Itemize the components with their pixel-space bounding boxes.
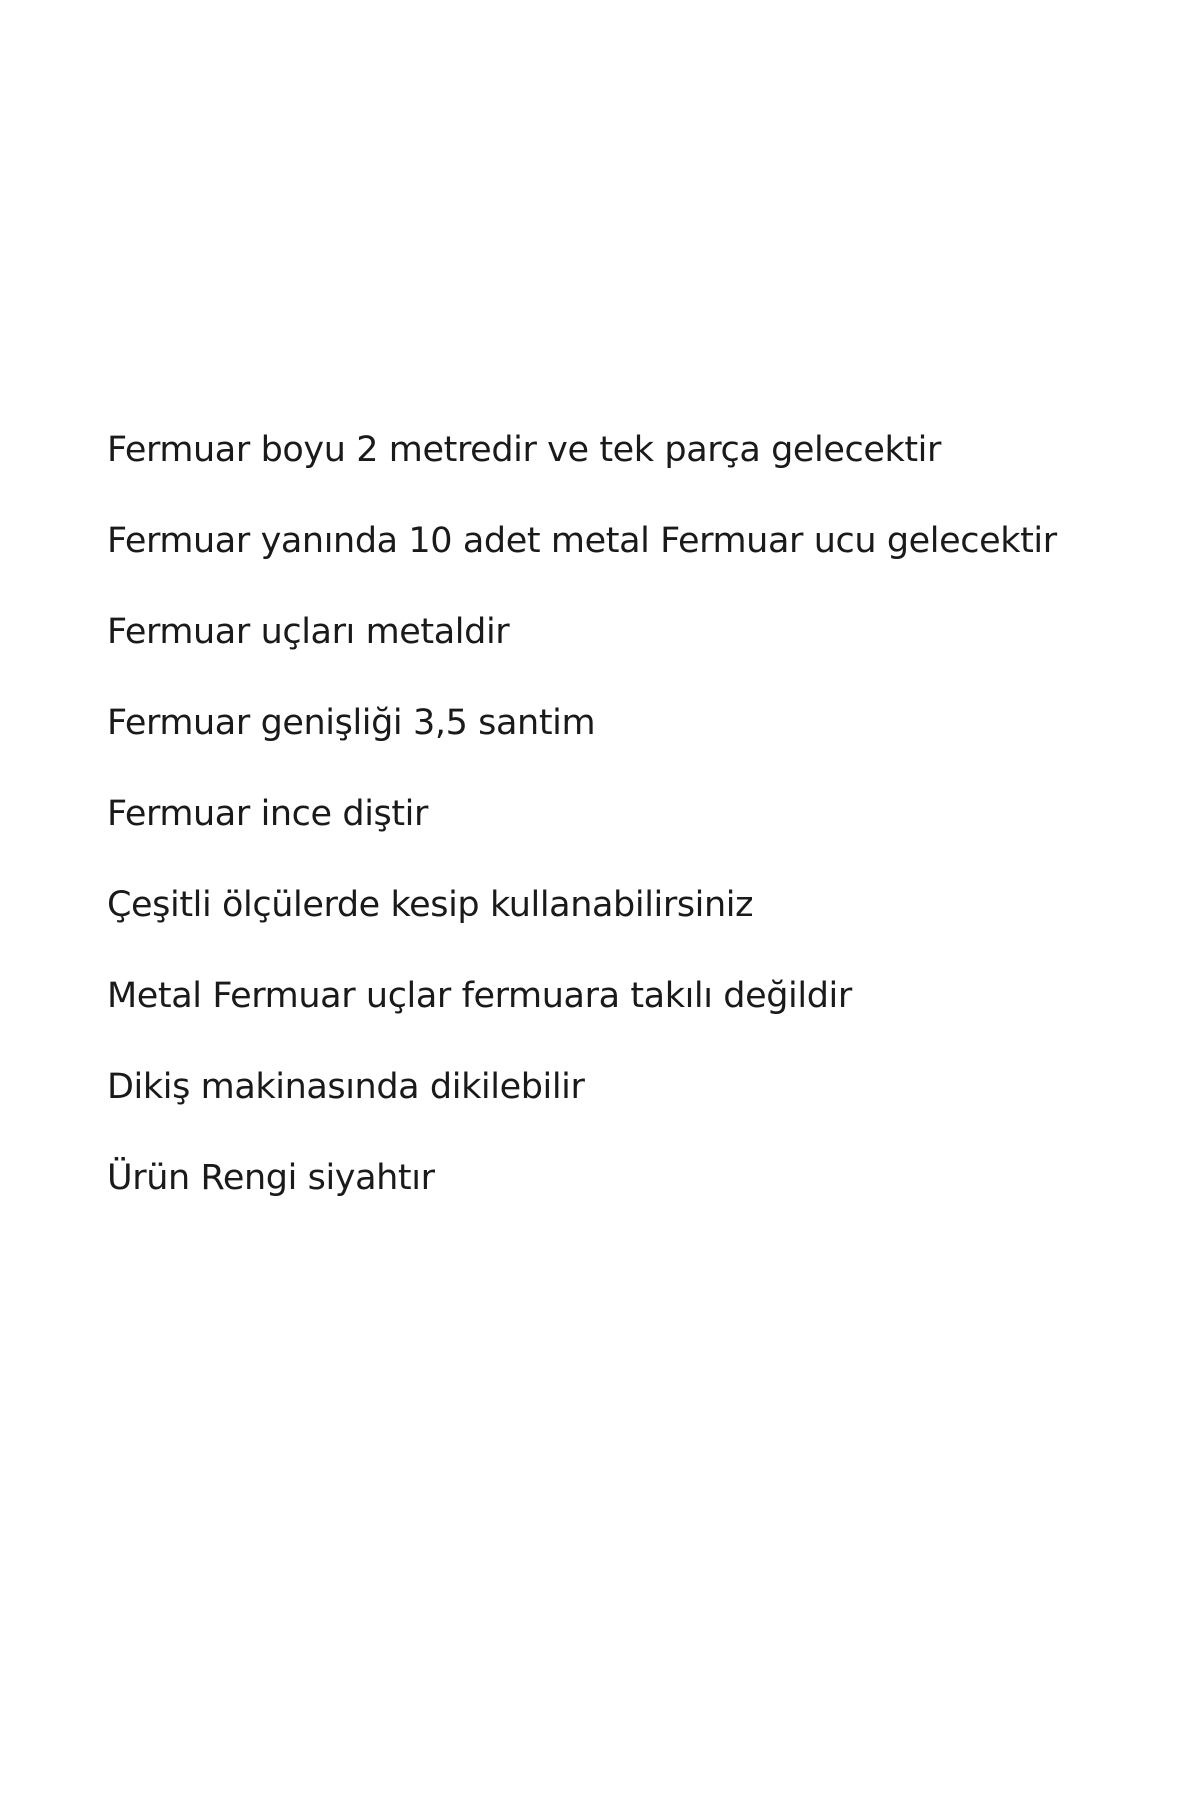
product-feature-list (107, 405, 1057, 1224)
feature-line-width: Fermuar genişliği 3,5 santim (107, 703, 596, 743)
feature-line-length: Fermuar boyu 2 metredir ve tek parça gelecektir (107, 430, 941, 470)
feature-line-color: Ürün Rengi siyahtır (107, 1158, 435, 1198)
feature-line-tips-not-attached: Metal Fermuar uçlar fermuara takılı değildir (107, 976, 852, 1016)
feature-line-included-tips: Fermuar yanında 10 adet metal Fermuar ucu gelecektir (107, 521, 1057, 561)
feature-line-cut-to-size: Çeşitli ölçülerde kesip kullanabilirsiniz (107, 885, 754, 925)
feature-line-tip-material: Fermuar uçları metaldir (107, 612, 510, 652)
feature-line-sewing-machine: Dikiş makinasında dikilebilir (107, 1067, 585, 1107)
feature-line-teeth: Fermuar ince diştir (107, 794, 428, 834)
